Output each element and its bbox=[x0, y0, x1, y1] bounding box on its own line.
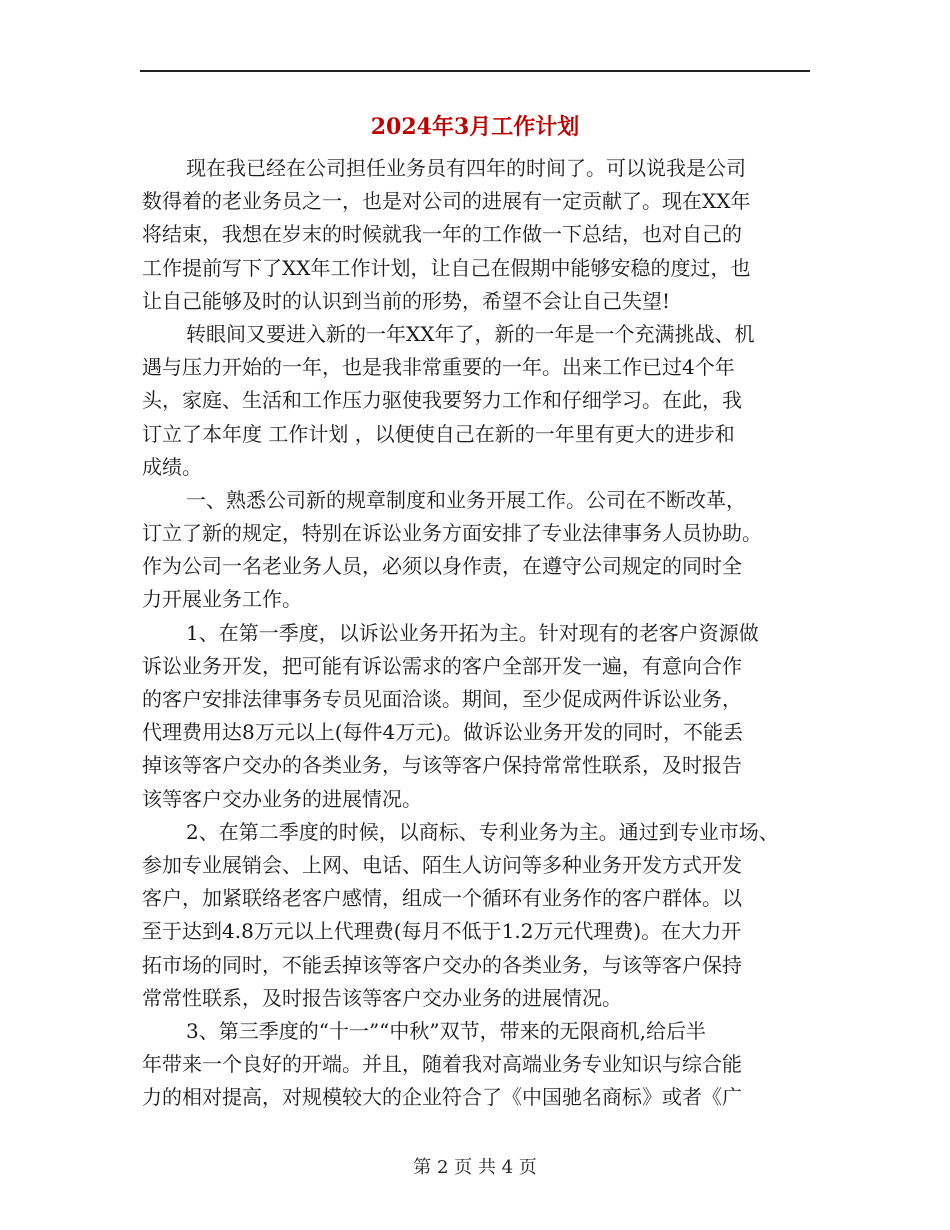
body-text-line: 工作提前写下了XX年工作计划，让自己在假期中能够安稳的度过，也 bbox=[142, 255, 751, 280]
document-body bbox=[142, 152, 812, 1114]
body-text-line: 年带来一个良好的开端。并且，随着我对高端业务专业知识与综合能 bbox=[142, 1052, 742, 1077]
body-text-line: 一、熟悉公司新的规章制度和业务开展工作。公司在不断改革， bbox=[186, 487, 746, 512]
body-text-line: 1、在第一季度，以诉讼业务开拓为主。针对现有的老客户资源做 bbox=[186, 620, 759, 645]
header-rule bbox=[140, 70, 810, 72]
body-text-line: 常常性联系，及时报告该等客户交办业务的进展情况。 bbox=[142, 985, 622, 1010]
body-text-line: 3、第三季度的“十一”“中秋”双节，带来的无限商机,给后半 bbox=[186, 1018, 706, 1043]
body-text-line: 参加专业展销会、上网、电话、陌生人访问等多种业务开发方式开发 bbox=[142, 852, 742, 877]
page-footer: 第 2 页 共 4 页 bbox=[413, 1157, 537, 1178]
body-text-line: 的客户安排法律事务专员见面洽谈。期间，至少促成两件诉讼业务， bbox=[142, 687, 742, 711]
body-text-line: 力的相对提高，对规模较大的企业符合了《中国驰名商标》或者《广 bbox=[142, 1085, 742, 1110]
body-text-line: 该等客户交办业务的进展情况。 bbox=[142, 786, 422, 811]
body-text-line: 头，家庭、生活和工作压力驱使我要努力工作和仔细学习。在此，我 bbox=[142, 388, 742, 413]
body-text-line: 成绩。 bbox=[142, 454, 202, 479]
body-text-line: 力开展业务工作。 bbox=[142, 587, 302, 612]
body-text-line: 拓市场的同时，不能丢掉该等客户交办的各类业务，与该等客户保持 bbox=[142, 952, 742, 977]
body-text-line: 诉讼业务开发，把可能有诉讼需求的客户全部开发一遍，有意向合作 bbox=[142, 653, 742, 678]
body-text-line: 作为公司一名老业务人员，必须以身作责，在遵守公司规定的同时全 bbox=[142, 554, 742, 579]
body-text-line: 现在我已经在公司担任业务员有四年的时间了。可以说我是公司 bbox=[186, 156, 746, 180]
body-text-line: 数得着的老业务员之一，也是对公司的进展有一定贡献了。现在XX年 bbox=[142, 189, 751, 214]
body-text-line: 客户，加紧联络老客户感情，组成一个循环有业务作的客户群体。以 bbox=[142, 886, 742, 911]
body-text-line: 让自己能够及时的认识到当前的形势，希望不会让自己失望! bbox=[142, 288, 671, 313]
body-text-line: 将结束，我想在岁末的时候就我一年的工作做一下总结，也对自己的 bbox=[142, 222, 742, 247]
body-text-line: 至于达到4.8万元以上代理费(每月不低于1.2万元代理费)。在大力开 bbox=[142, 919, 742, 944]
body-text-line: 订立了新的规定，特别在诉讼业务方面安排了专业法律事务人员协助。 bbox=[142, 521, 762, 546]
body-text-line: 2、在第二季度的时候，以商标、专利业务为主。通过到专业市场、 bbox=[186, 819, 779, 844]
body-text-line: 订立了本年度 工作计划 ，以便使自己在新的一年里有更大的进步和 bbox=[142, 421, 735, 446]
body-text-line: 遇与压力开始的一年，也是我非常重要的一年。出来工作已过4个年 bbox=[142, 355, 735, 380]
body-text-line: 掉该等客户交办的各类业务，与该等客户保持常常性联系，及时报告 bbox=[142, 753, 742, 778]
document-title: 2024年3月工作计划 bbox=[370, 114, 580, 140]
body-text-line: 转眼间又要进入新的一年XX年了，新的一年是一个充满挑战、机 bbox=[186, 321, 755, 346]
body-text-line: 代理费用达8万元以上(每件4万元)。做诉讼业务开发的同时，不能丢 bbox=[142, 720, 744, 745]
